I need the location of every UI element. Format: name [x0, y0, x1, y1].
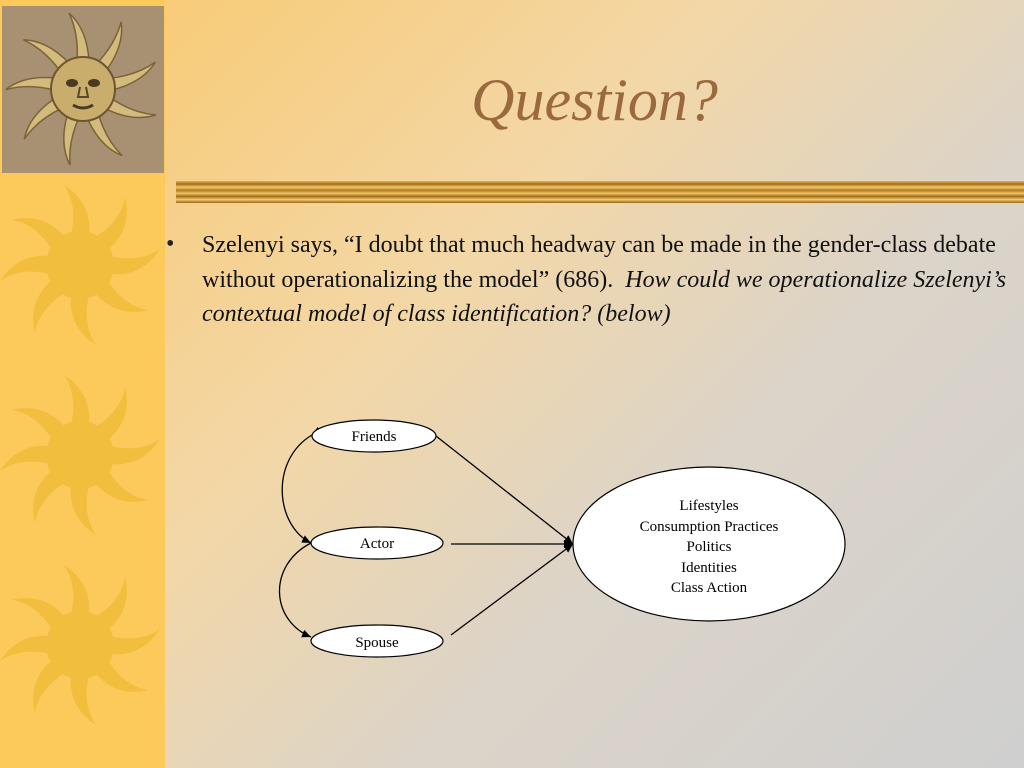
- actor-node: [311, 527, 443, 559]
- friends-label: Friends: [351, 429, 397, 445]
- friends-actor-link: [282, 435, 312, 543]
- spouse-node: [311, 625, 443, 657]
- outcome-line-class-action: Class Action: [670, 580, 748, 596]
- actor-spouse-link: [279, 543, 311, 637]
- outcome-line-politics: Politics: [686, 539, 732, 555]
- spouse-outcome-arrow: [451, 544, 573, 635]
- friends-node: [312, 420, 436, 452]
- friends-outcome-arrow: [436, 436, 573, 544]
- outcome-line-lifestyles: Lifestyles: [679, 498, 739, 514]
- outcome-node: [573, 467, 845, 621]
- actor-label: Actor: [359, 536, 395, 552]
- outcome-line-identities: Identities: [681, 560, 737, 576]
- bullet-question: How could we operationalize Szelenyi’s contextual model of class identification? (below): [202, 266, 1007, 327]
- spouse-label: Spouse: [355, 635, 399, 651]
- bullet-marker: •: [166, 231, 175, 257]
- outcome-line-consumption: Consumption Practices: [639, 519, 779, 535]
- slide-title: Question?: [471, 67, 718, 133]
- bullet-quote: Szelenyi says, “I doubt that much headway can be made in the gender-class debate without operationalizing the model” (686).: [202, 232, 996, 293]
